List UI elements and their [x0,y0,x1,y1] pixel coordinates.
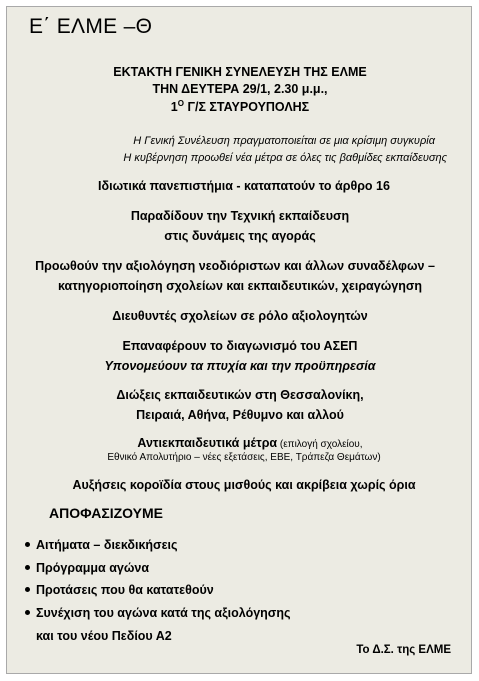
point-evaluation-2: κατηγοριοποίηση σχολείων και εκπαιδευτικών, χειραγώγηση [57,279,423,293]
header-line-1: ΕΚΤΑΚΤΗ ΓΕΝΙΚΗ ΣΥΝΕΛΕΥΣΗ ΤΗΣ ΕΛΜΕ [113,65,367,79]
intro-line-1: Η Γενική Συνέλευση πραγματοποιείται σε μια κρίσιμη συγκυρία [133,135,435,147]
point-asep-2: Υπονομεύουν τα πτυχία και την προϋπηρεσία [104,359,376,373]
point-anti-education-main: Αντιεκπαιδευτικά μέτρα [137,436,278,450]
decision-item-demands [25,534,291,557]
point-salaries: Αυξήσεις κοροϊδία στους μισθούς και ακρίβεια χωρίς όρια [72,478,416,492]
point-evaluation-1: Προωθούν την αξιολόγηση νεοδιόριστων και άλλων συναδέλφων – [35,259,435,273]
point-anti-education-note-2: Εθνικό Απολυτήριο – νέες εξετάσεις, ΕΒΕ, Τράπεζα Θεμάτων) [107,452,381,463]
signature: Το Δ.Σ. της ΕΛΜΕ [356,644,451,656]
intro-line-2: Η κυβέρνηση προωθεί νέα μέτρα σε όλες τις βαθμίδες εκπαίδευσης [123,152,447,164]
bullet-icon [25,565,30,570]
decision-item-continuation [25,602,291,647]
decision-heading: ΑΠΟΦΑΣΙΖΟΥΜΕ [49,505,164,521]
decision-item-label: Συνέχιση του αγώνα κατά της αξιολόγησης [36,605,291,620]
point-technical-education-1: Παραδίδουν την Τεχνική εκπαίδευση [130,209,350,223]
point-technical-education-2: στις δυνάμεις της αγοράς [164,229,316,243]
decision-item-programme [25,557,291,580]
header-school-name: Γ/Σ ΣΤΑΥΡΟΥΠΟΛΗΣ [183,100,310,114]
decision-item-label: Αιτήματα – διεκδικήσεις [36,538,178,552]
point-anti-education-note-1: (επιλογή σχολείου, [277,439,363,450]
bullet-icon [25,610,30,615]
point-asep-1: Επαναφέρουν το διαγωνισμό του ΑΣΕΠ [122,339,358,353]
decision-item-label: Προτάσεις που θα κατατεθούν [36,583,214,597]
org-title: Ε΄ ΕΛΜΕ –Θ [29,15,153,38]
decision-list [25,534,291,646]
point-private-universities: Ιδιωτικά πανεπιστήμια - καταπατούν το άρθρο 16 [98,179,390,193]
decision-item-label: Πρόγραμμα αγώνα [36,560,150,575]
bullet-icon [25,542,30,547]
header-superscript: Ο [177,98,184,108]
point-prosecutions-2: Πειραιά, Αθήνα, Ρέθυμνο και αλλού [136,408,344,422]
leaflet-page [6,6,472,674]
decision-item-label-continued: και του νέου Πεδίου Α2 [36,629,172,643]
point-principals: Διευθυντές σχολείων σε ρόλο αξιολογητών [112,309,368,323]
point-prosecutions-1: Διώξεις εκπαιδευτικών στη Θεσσαλονίκη, [116,388,364,402]
decision-item-proposals [25,579,291,602]
header-school-number: 1 [170,100,178,114]
header-line-3 [7,99,473,116]
header-line-2: ΤΗΝ ΔΕΥΤΕΡΑ 29/1, 2.30 μ.μ., [152,82,328,96]
bullet-icon [25,587,30,592]
